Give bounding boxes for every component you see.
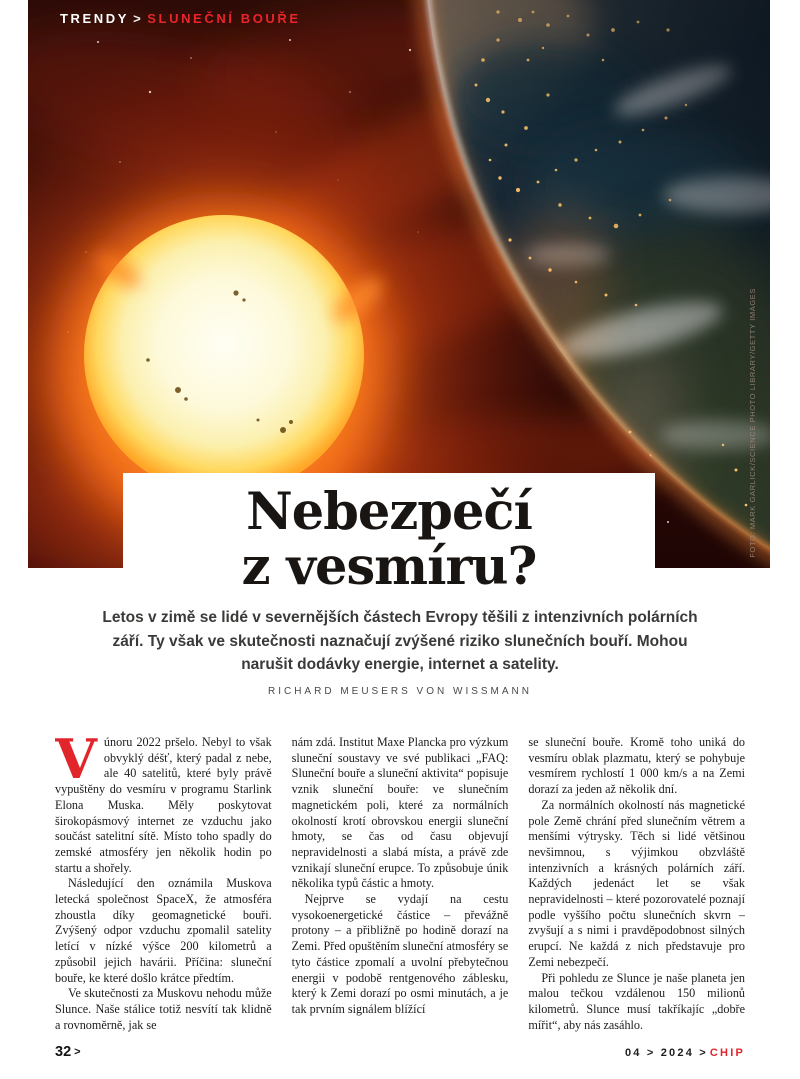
paragraph: [55, 735, 272, 876]
article-column-2: [292, 735, 509, 1037]
paragraph: nám zdá. Institut Maxe Plancka pro výzkum sluneční soustavy ve své publikaci „FAQ: Sluneční bouře a sluneční aktivita“ popisuje vznik sluneční bouře: ve slunečním magnetickém poli, které za normálních okolností krotí obrovskou energii sluneční hmoty, se čas od času objevují nepravidelnosti a slabá místa, a právě zde vznikají sluneční erupce. To způsobuje únik několika typů částic a hmoty.: [291, 735, 509, 891]
page-number-arrow: >: [74, 1046, 81, 1058]
byline: RICHARD MEUSERS VON WISSMANN: [267, 686, 532, 697]
photo-credit: FOTO: MARK GARLICK/SCIENCE PHOTO LIBRARY/GETTY IMAGES: [748, 288, 757, 558]
paragraph: Ve skutečnosti za Muskovu nehodu může Slunce. Naše stálice totiž nesvítí tak klidně a rovnoměrně, jak se: [55, 986, 272, 1032]
brand-name: CHIP: [709, 1047, 745, 1059]
issue-text: 04 > 2024 >: [624, 1047, 708, 1059]
page-number: 32: [55, 1044, 72, 1060]
footer-issue: [625, 1047, 745, 1059]
page-title: [123, 482, 655, 597]
footer-page-number: [55, 1044, 81, 1060]
article-body: [55, 735, 745, 1037]
title-box: [123, 473, 655, 603]
paragraph: Při pohledu ze Slunce je naše planeta jen malou tečkou vzdálenou 150 milionů kilometrů. Slunce musí takříkajíc „dobře mířit“, aby nás zasáhlo.: [528, 970, 745, 1032]
paragraph: Za normálních okolností nás magnetické pole Země chrání před slunečním větrem a menšími výtrysky. Těch si lidé většinou nevšimnou, s výjimkou obzvláště intenzivních a krásných polárních září. Každých jedenáct let se však nepravidelnosti – které pozorovatelé poznají podle vyššího počtu slunečních skvrn – zvyšují a s nimi i pravděpodobnost silných erupcí. Ne každá z nich představuje pro Zemi nebezpečí.: [528, 797, 745, 969]
paragraph: Nejprve se vydají na cestu vysokoenergetické částice – převážně protony – a přibližně po hodině dorazí na Zemi. Před opuštěním sluneční atmosféry se tyto částice zpomalí a uvolní přebytečnou energii v podobě rentgenového záblesku, který k Zemi dorazí po osmi minutách, a je tak prvním signálem blížící: [291, 892, 509, 1016]
article-column-1: [55, 735, 272, 1037]
title-line-2: z vesmíru?: [241, 537, 537, 597]
breadcrumb-section: TRENDY: [60, 11, 130, 26]
title-line-1: Nebezpečí: [246, 482, 532, 542]
breadcrumb-separator: >: [133, 11, 144, 26]
lead-paragraph: Letos v zimě se lidé v severnějších částech Evropy těšili z intenzivních polárních září. Ty však ve skutečnosti naznačují zvýšené riziko slunečních bouří. Mohou narušit dodávky energie, internet a satelity.: [102, 609, 698, 673]
article-column-3: [528, 735, 745, 1037]
paragraph: Následující den oznámila Muskova letecká společnost SpaceX, že atmosféra zhoustla díky geomagnetické bouři. Zvýšený odpor vzduchu zpomalil satelity letící v nízké výšce 200 kilometrů a způsobil jejich havárii. Příčina: sluneční bouře, ke které došlo krátce předtím.: [55, 876, 272, 985]
breadcrumb-topic: SLUNEČNÍ BOUŘE: [147, 11, 301, 26]
drop-cap: V: [55, 735, 97, 791]
paragraph: se sluneční bouře. Kromě toho uniká do vesmíru oblak plazmatu, který se pohybuje vesmírem rychlostí 1 000 km/s a na Zemi dorazí za jeden až několik dní.: [528, 735, 745, 797]
breadcrumb: [60, 11, 301, 26]
paragraph-text: únoru 2022 pršelo. Nebyl to však obvyklý déšť, který padal z nebe, ale 40 satelitů, které byly právě vypuštěny do vesmíru v programu Starlink Elona Muska. Měly poskytovat širokopásmový internet ze vzduchu jako součást satelitní sítě. Místo toho spadly do zemské atmosféry jen několik hodin po startu a shořely.: [55, 735, 272, 875]
